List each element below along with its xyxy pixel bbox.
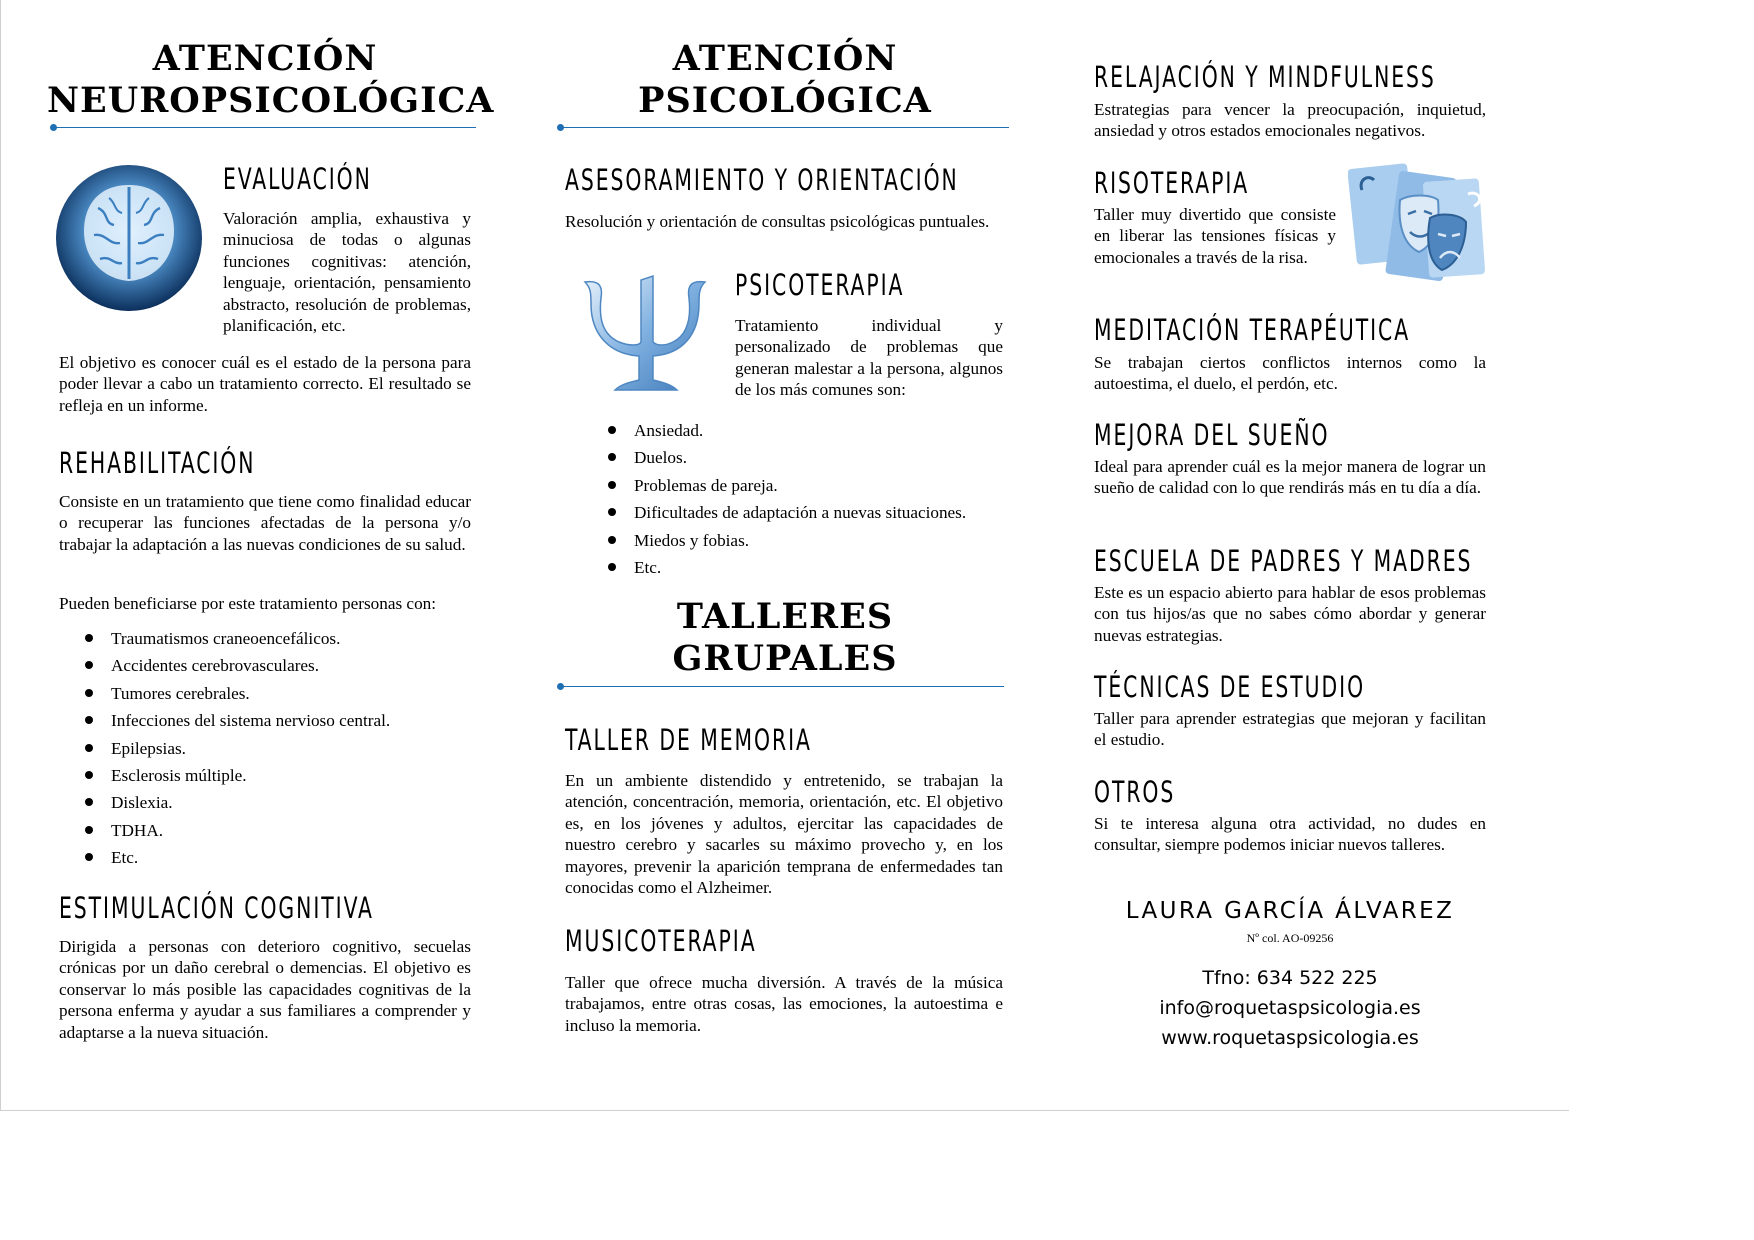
heading-rehabilitacion: REHABILITACIÓN — [59, 446, 256, 480]
list-item: Etc. — [85, 847, 475, 874]
list-item: Problemas de pareja. — [608, 475, 1008, 502]
list-item: Duelos. — [608, 447, 1008, 474]
heading-relajacion: RELAJACIÓN Y MINDFULNESS — [1094, 60, 1436, 94]
website-url: www.roquetaspsicologia.es — [1161, 1027, 1419, 1049]
list-item: Dificultades de adaptación a nuevas situaciones. — [608, 502, 1008, 529]
title-rule — [54, 127, 476, 128]
list-item: Traumatismos craneoencefálicos. — [85, 628, 475, 655]
text-memoria: En un ambiente distendido y entretenido, se trabajan la atención, concentración, memoria, orientación, etc. El objetivo es, en los jóvenes y adultos, ejercitar las capacidades de nuestro cerebro y sacarles su máximo provecho y, en los mayores, prevenir la aparición temprana de enfermedades tan conocidas como el Alzheimer. — [565, 771, 1003, 898]
list-item: Accidentes cerebrovasculares. — [85, 655, 475, 682]
text-tecnicas: Taller para aprender estrategias que mejoran y facilitan el estudio. — [1094, 709, 1486, 750]
text-risoterapia: Taller muy divertido que consiste en liberar las tensiones físicas y emocionales a través de la risa. — [1094, 205, 1336, 267]
text-asesoramiento: Resolución y orientación de consultas psicológicas puntuales. — [565, 212, 990, 231]
colegiado-number: Nº col. AO-09256 — [1246, 931, 1334, 945]
brain-icon — [54, 163, 204, 313]
rehabilitacion-list — [85, 628, 475, 875]
psi-symbol-icon — [579, 272, 711, 394]
title-neuro: ATENCIÓN NEUROPSICOLÓGICA — [47, 38, 495, 121]
heading-memoria: TALLER DE MEMORIA — [565, 723, 812, 757]
list-item: Esclerosis múltiple. — [85, 765, 475, 792]
heading-musicoterapia: MUSICOTERAPIA — [565, 924, 757, 958]
title-rule — [561, 127, 1009, 128]
list-item: TDHA. — [85, 820, 475, 847]
contact-details — [1091, 963, 1489, 1053]
list-item: Epilepsias. — [85, 738, 475, 765]
title-talleres: TALLERES GRUPALES — [672, 596, 898, 679]
heading-psicoterapia: PSICOTERAPIA — [735, 268, 905, 302]
text-meditacion: Se trabajan ciertos conflictos internos como la autoestima, el duelo, el perdón, etc. — [1094, 353, 1486, 394]
text-estimulacion: Dirigida a personas con deterioro cognitivo, secuelas crónicas por un daño cerebral o demencias. El objetivo es conservar lo más posible las capacidades cognitivas de la persona enferma y ayudar a sus familiares a comprender y adaptarse a la nueva situación. — [59, 937, 471, 1042]
heading-estimulacion: ESTIMULACIÓN COGNITIVA — [59, 891, 374, 925]
contact-name: LAURA GARCÍA ÁLVAREZ — [1125, 898, 1455, 924]
list-item: Miedos y fobias. — [608, 530, 1008, 557]
list-item: Tumores cerebrales. — [85, 683, 475, 710]
title-rule — [561, 686, 1004, 687]
heading-sueno: MEJORA DEL SUEÑO — [1094, 418, 1330, 452]
title-psicologica: ATENCIÓN PSICOLÓGICA — [638, 38, 932, 121]
text-psicoterapia: Tratamiento individual y personalizado de problemas que generan malestar a la persona, algunos de los más comunes son: — [735, 316, 1003, 400]
list-item: Infecciones del sistema nervioso central. — [85, 710, 475, 737]
text-evaluacion: Valoración amplia, exhaustiva y minuciosa de todas o algunas funciones cognitivas: atención, lenguaje, orientación, pensamiento abstracto, resolución de problemas, planificación, etc. — [223, 209, 471, 336]
text-relajacion: Estrategias para vencer la preocupación, inquietud, ansiedad y otros estados emocionales negativos. — [1094, 100, 1486, 141]
email-address: info@roquetaspsicologia.es — [1159, 997, 1421, 1019]
heading-tecnicas: TÉCNICAS DE ESTUDIO — [1094, 670, 1366, 704]
heading-risoterapia: RISOTERAPIA — [1094, 166, 1250, 200]
text-escuela: Este es un espacio abierto para hablar de esos problemas con tus hijos/as que no sabes cómo abordar y generar nuevas estrategias. — [1094, 583, 1486, 645]
heading-evaluacion: EVALUACIÓN — [223, 162, 372, 196]
psicoterapia-list — [608, 420, 1008, 584]
list-item: Ansiedad. — [608, 420, 1008, 447]
heading-meditacion: MEDITACIÓN TERAPÉUTICA — [1094, 313, 1411, 347]
text-musicoterapia: Taller que ofrece mucha diversión. A través de la música trabajamos, entre otras cosas, las emociones, la autoestima e incluso la memoria. — [565, 973, 1003, 1035]
list-item: Etc. — [608, 557, 1008, 584]
text-rehabilitacion-intro: Pueden beneficiarse por este tratamiento personas con: — [59, 594, 437, 613]
theater-masks-icon — [1348, 160, 1490, 294]
phone-number: Tfno: 634 522 225 — [1202, 967, 1378, 989]
text-sueno: Ideal para aprender cuál es la mejor manera de lograr un sueño de calidad con lo que rendirás más en tu día a día. — [1094, 457, 1486, 498]
heading-asesoramiento: ASESORAMIENTO Y ORIENTACIÓN — [565, 163, 959, 197]
heading-otros: OTROS — [1094, 775, 1176, 809]
text-rehabilitacion: Consiste en un tratamiento que tiene como finalidad educar o recuperar las funciones afectadas de la persona y/o trabajar la adaptación a las nuevas condiciones de su salud. — [59, 492, 471, 554]
heading-escuela: ESCUELA DE PADRES Y MADRES — [1094, 544, 1473, 578]
text-evaluacion-objetivo: El objetivo es conocer cuál es el estado de la persona para poder llevar a cabo un tratamiento correcto. El resultado se refleja en un informe. — [59, 353, 471, 415]
text-otros: Si te interesa alguna otra actividad, no dudes en consultar, siempre podemos iniciar nuevos talleres. — [1094, 814, 1486, 855]
list-item: Dislexia. — [85, 792, 475, 819]
